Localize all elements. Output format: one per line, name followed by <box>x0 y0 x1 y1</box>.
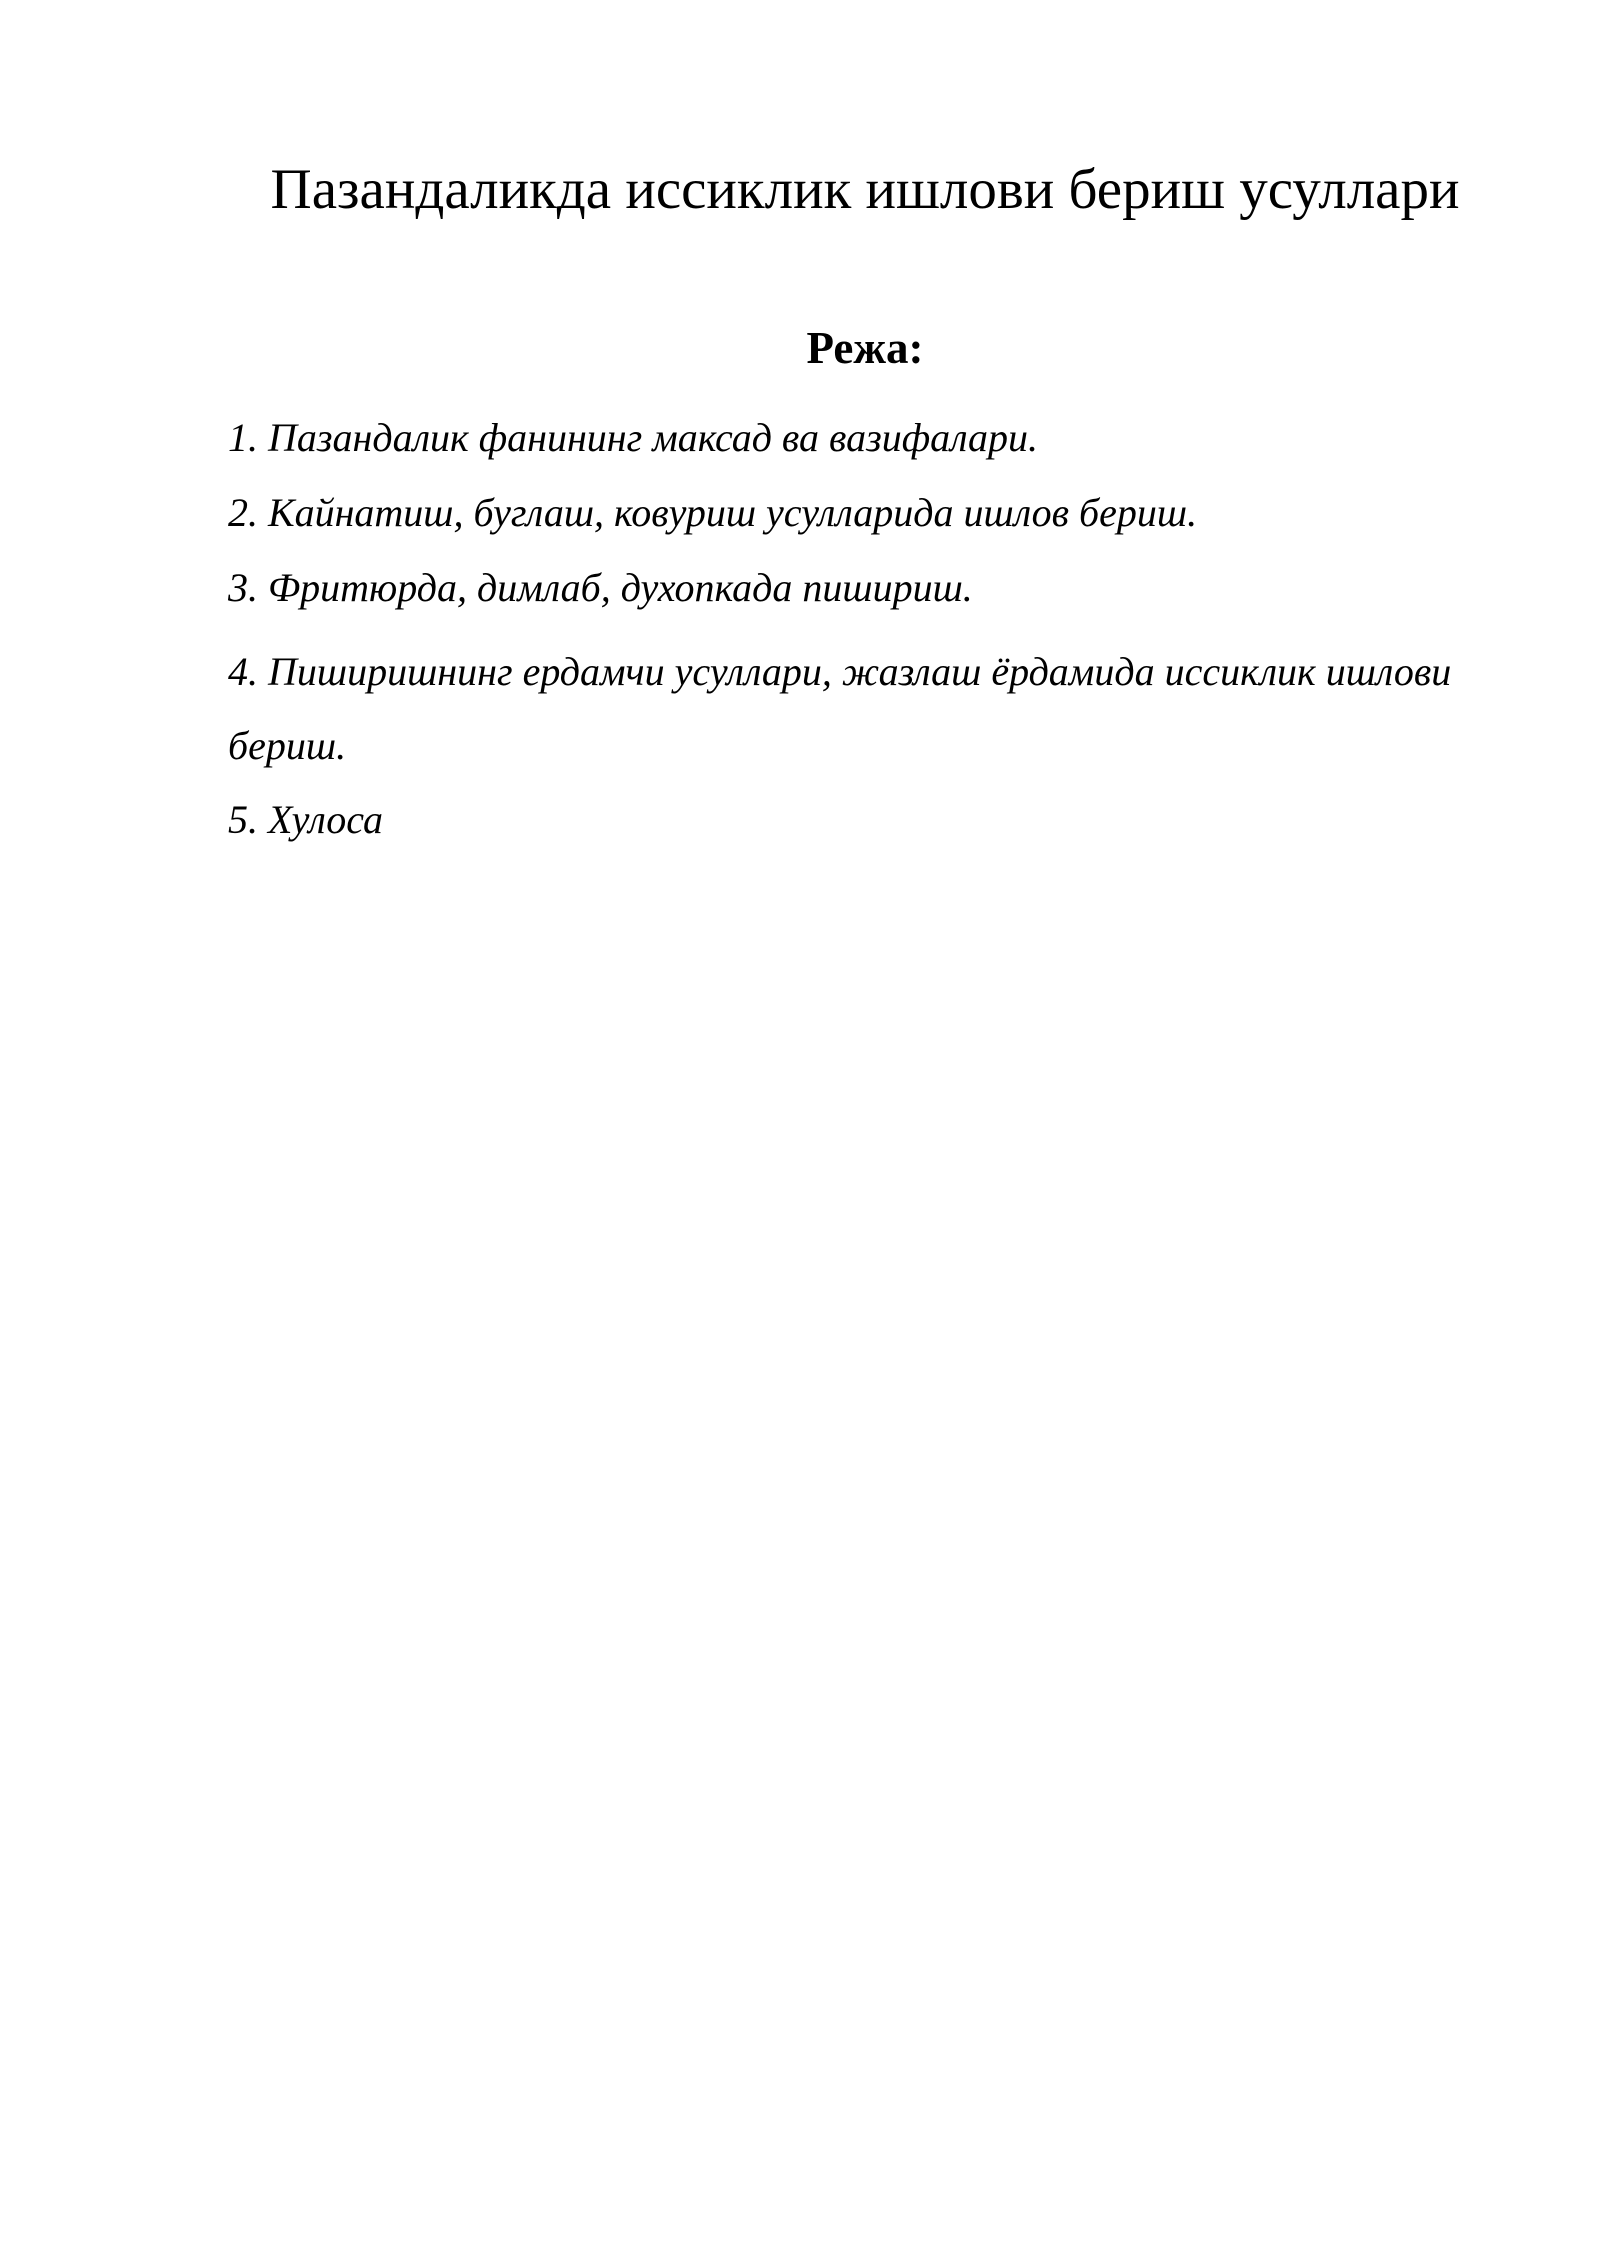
plan-item-text: Пазандалик фанининг максад ва вазифалари. <box>268 415 1039 460</box>
plan-item <box>228 635 1488 783</box>
plan-item-text: Хулоса <box>258 797 383 842</box>
plan-item <box>228 783 1488 857</box>
plan-item-number: 5. <box>228 797 258 842</box>
plan-item-text: Фритюрда, димлаб, духопкада пишириш. <box>268 565 973 610</box>
plan-heading: Режа: <box>806 323 924 373</box>
plan-item-text: Пиширишнинг ердамчи усуллари, жазлаш ёрдамида иссиклик ишлови бериш. <box>228 649 1452 768</box>
plan-item-text: Кайнатиш, буглаш, ковуриш усулларида ишлов бериш. <box>268 490 1198 535</box>
plan-item-number: 4. <box>228 649 258 694</box>
plan-item-number: 2. <box>228 490 258 535</box>
plan-item <box>228 560 1488 615</box>
plan-item <box>228 485 1488 540</box>
plan-item-number: 3. <box>228 565 258 610</box>
plan-item <box>228 410 1488 465</box>
document-title: Пазандаликда иссиклик ишлови бериш усуллари <box>270 158 1460 221</box>
plan-list <box>228 410 1488 857</box>
plan-item-number: 1. <box>228 415 258 460</box>
